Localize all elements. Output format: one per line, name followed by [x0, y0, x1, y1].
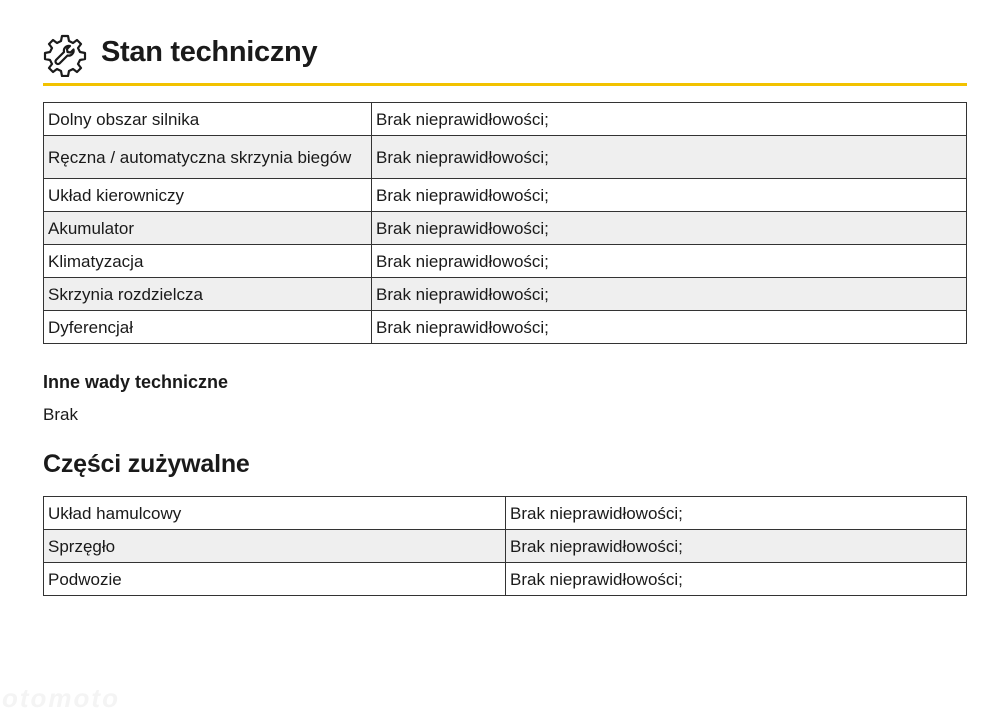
- row-label: Ręczna / automatyczna skrzynia biegów: [44, 136, 372, 179]
- table-row: [44, 103, 967, 136]
- other-defects-heading: Inne wady techniczne: [43, 372, 229, 392]
- watermark: otomoto: [2, 683, 120, 713]
- gear-wrench-icon: [43, 33, 87, 77]
- consumables-title: Części zużywalne: [43, 450, 250, 478]
- table-row: [44, 563, 967, 596]
- table-row: [44, 245, 967, 278]
- row-label: Dolny obszar silnika: [44, 103, 372, 136]
- table-row: [44, 311, 967, 344]
- technical-condition-table: [43, 102, 967, 344]
- row-value: Brak nieprawidłowości;: [372, 103, 967, 136]
- row-label: Dyferencjał: [44, 311, 372, 344]
- row-label: Układ kierowniczy: [44, 179, 372, 212]
- row-label: Układ hamulcowy: [44, 497, 506, 530]
- row-label: Podwozie: [44, 563, 506, 596]
- row-value: Brak nieprawidłowości;: [372, 278, 967, 311]
- consumables-table: [43, 496, 967, 596]
- table-row: [44, 497, 967, 530]
- table-row: [44, 179, 967, 212]
- row-value: Brak nieprawidłowości;: [506, 563, 967, 596]
- row-label: Klimatyzacja: [44, 245, 372, 278]
- table-row: [44, 530, 967, 563]
- row-label: Sprzęgło: [44, 530, 506, 563]
- row-value: Brak nieprawidłowości;: [506, 497, 967, 530]
- table-row: [44, 278, 967, 311]
- other-defects-value: Brak: [43, 405, 78, 424]
- table-row: [44, 212, 967, 245]
- row-value: Brak nieprawidłowości;: [506, 530, 967, 563]
- page-title: Stan techniczny: [101, 36, 318, 68]
- table-row: [44, 136, 967, 179]
- row-value: Brak nieprawidłowości;: [372, 179, 967, 212]
- row-value: Brak nieprawidłowości;: [372, 245, 967, 278]
- row-label: Akumulator: [44, 212, 372, 245]
- section-header: [43, 30, 967, 86]
- row-label: Skrzynia rozdzielcza: [44, 278, 372, 311]
- row-value: Brak nieprawidłowości;: [372, 212, 967, 245]
- row-value: Brak nieprawidłowości;: [372, 311, 967, 344]
- row-value: Brak nieprawidłowości;: [372, 136, 967, 179]
